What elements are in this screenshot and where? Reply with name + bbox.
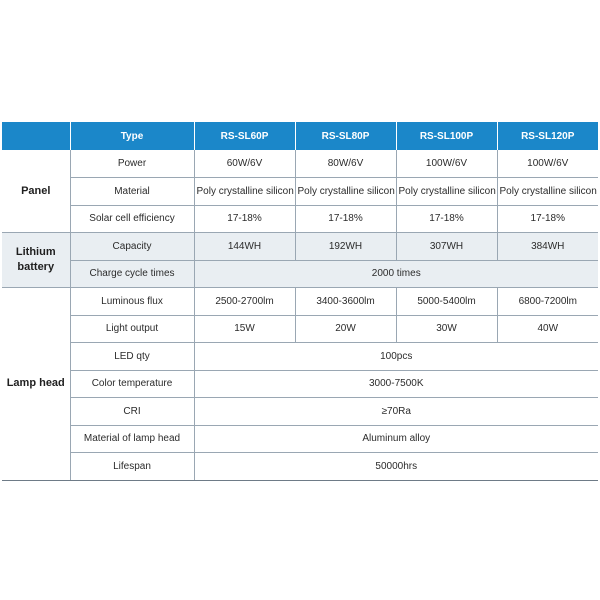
row-efficiency [2, 205, 598, 233]
row-label: Capacity [70, 233, 194, 261]
cell-value: 384WH [497, 233, 598, 261]
cell-value: Poly crystalline silicon [396, 178, 497, 206]
row-light-output [2, 315, 598, 343]
row-head-material [2, 425, 598, 453]
spec-table [2, 122, 598, 481]
cell-value: 307WH [396, 233, 497, 261]
row-cycles [2, 260, 598, 288]
cell-value: 40W [497, 315, 598, 343]
row-label: LED qty [70, 343, 194, 371]
row-lifespan [2, 453, 598, 481]
group-panel: Panel [2, 150, 70, 233]
cell-value: 144WH [194, 233, 295, 261]
row-label: Luminous flux [70, 288, 194, 316]
row-capacity [2, 233, 598, 261]
cell-value-merged: ≥70Ra [194, 398, 598, 426]
row-label: Material [70, 178, 194, 206]
cell-value: 17-18% [396, 205, 497, 233]
header-model-2: RS-SL80P [295, 122, 396, 150]
row-power [2, 150, 598, 178]
cell-value: 5000-5400lm [396, 288, 497, 316]
cell-value-merged: 2000 times [194, 260, 598, 288]
cell-value: 6800-7200lm [497, 288, 598, 316]
cell-value: 17-18% [295, 205, 396, 233]
cell-value: Poly crystalline silicon [194, 178, 295, 206]
cell-value: 17-18% [497, 205, 598, 233]
header-model-1: RS-SL60P [194, 122, 295, 150]
cell-value: Poly crystalline silicon [295, 178, 396, 206]
row-material [2, 178, 598, 206]
cell-value: 80W/6V [295, 150, 396, 178]
row-label: Material of lamp head [70, 425, 194, 453]
cell-value: 100W/6V [497, 150, 598, 178]
cell-value: 3400-3600lm [295, 288, 396, 316]
row-label: Color temperature [70, 370, 194, 398]
row-flux [2, 288, 598, 316]
cell-value: 30W [396, 315, 497, 343]
cell-value: 192WH [295, 233, 396, 261]
cell-value-merged: Aluminum alloy [194, 425, 598, 453]
cell-value: 2500-2700lm [194, 288, 295, 316]
cell-value: 20W [295, 315, 396, 343]
header-row [2, 122, 598, 150]
header-corner-cell [2, 122, 70, 150]
row-label: Lifespan [70, 453, 194, 481]
header-model-4: RS-SL120P [497, 122, 598, 150]
group-lamp-head: Lamp head [2, 288, 70, 481]
row-label: CRI [70, 398, 194, 426]
header-model-3: RS-SL100P [396, 122, 497, 150]
row-cri [2, 398, 598, 426]
row-label: Light output [70, 315, 194, 343]
cell-value: 17-18% [194, 205, 295, 233]
group-battery: Lithium battery [2, 233, 70, 288]
cell-value-merged: 100pcs [194, 343, 598, 371]
cell-value-merged: 3000-7500K [194, 370, 598, 398]
header-type: Type [70, 122, 194, 150]
cell-value: Poly crystalline silicon [497, 178, 598, 206]
row-label: Power [70, 150, 194, 178]
row-label: Charge cycle times [70, 260, 194, 288]
row-led-qty [2, 343, 598, 371]
cell-value: 15W [194, 315, 295, 343]
row-label: Solar cell efficiency [70, 205, 194, 233]
cell-value: 100W/6V [396, 150, 497, 178]
row-color-temperature [2, 370, 598, 398]
cell-value-merged: 50000hrs [194, 453, 598, 481]
cell-value: 60W/6V [194, 150, 295, 178]
